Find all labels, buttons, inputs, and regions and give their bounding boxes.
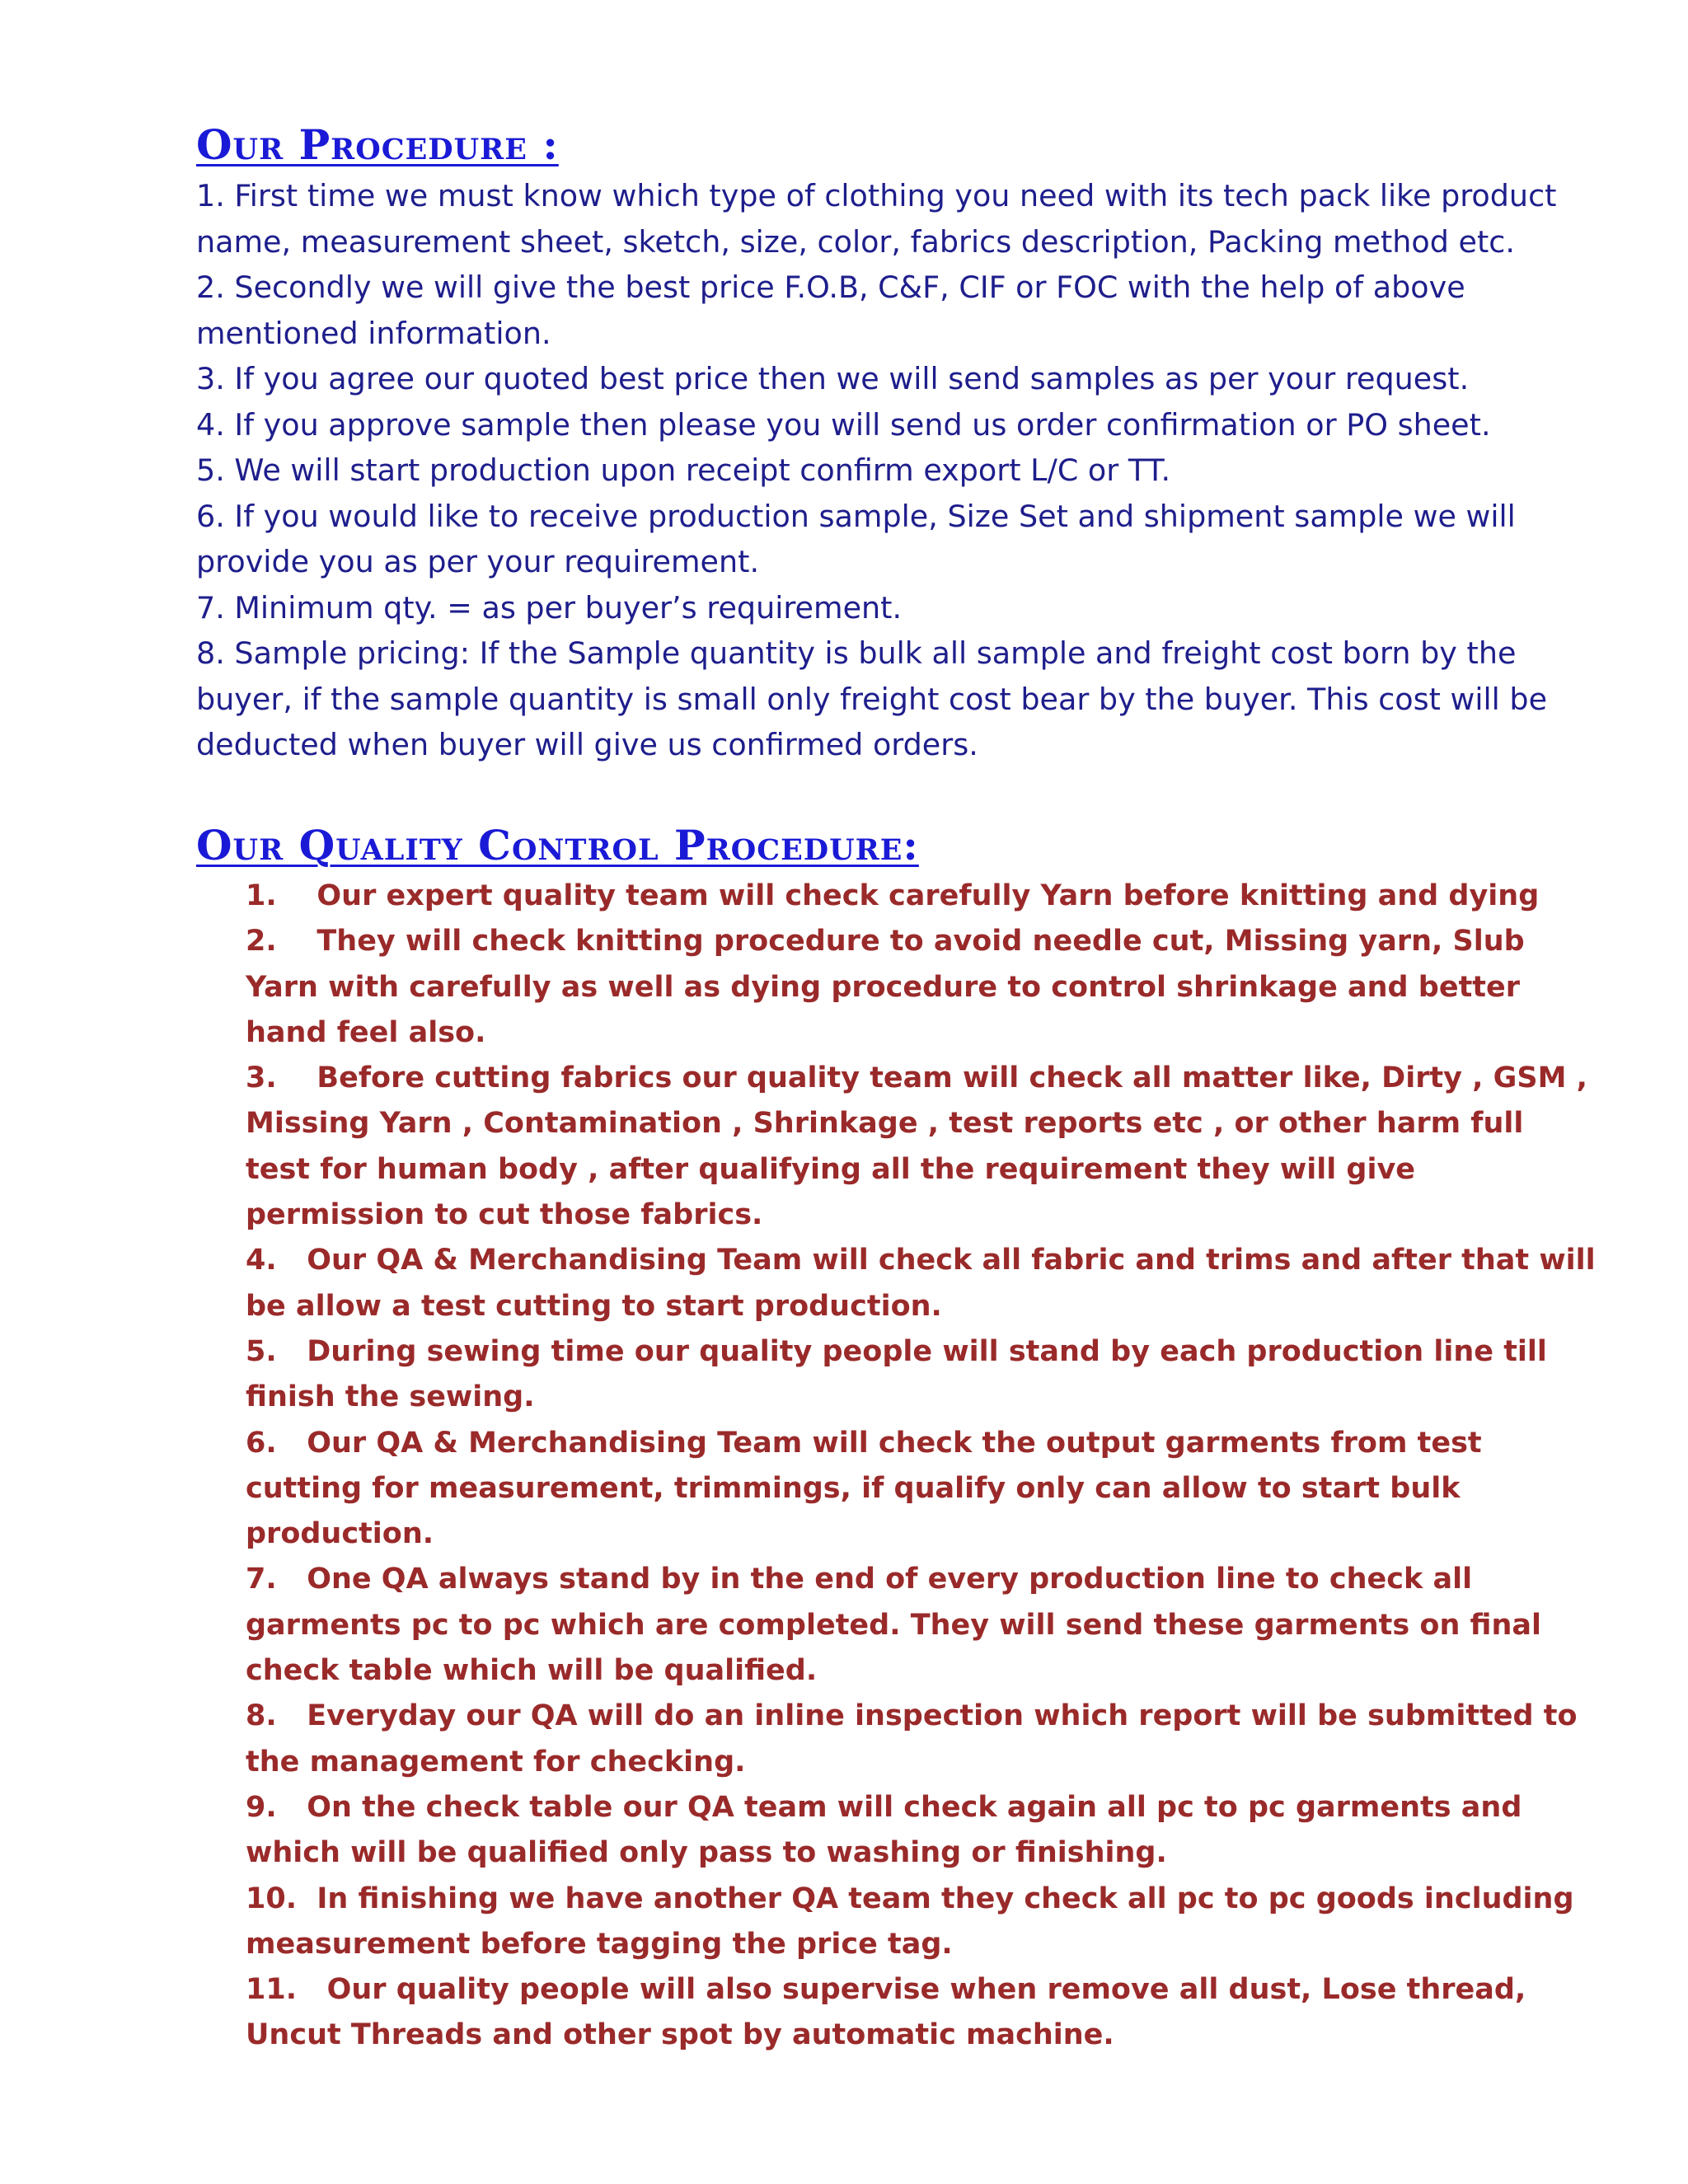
qc-item-text: Our expert quality team will check carefully Yarn before knitting and dying — [316, 879, 1540, 912]
qc-item-number: 1. — [246, 879, 277, 912]
qc-item-text: Our QA & Merchandising Team will check the output garments from test cutting for measurement, trimmings, if qualify only can allow to start bulk production. — [246, 1426, 1482, 1551]
procedure-item: 2. Secondly we will give the best price F.O.B, C&F, CIF or FOC with the help of above mentioned information. — [196, 269, 1465, 351]
procedure-item: 3. If you agree our quoted best price then we will send samples as per your request. — [196, 361, 1470, 396]
qc-item-number: 5. — [246, 1334, 277, 1368]
procedure-item: 1. First time we must know which type of clothing you need with its tech pack like product name, measurement sheet, sketch, size, color, fabrics description, Packing method etc. — [196, 178, 1557, 260]
qc-item — [246, 1421, 1597, 1558]
procedure-item: 6. If you would like to receive production sample, Size Set and shipment sample we will provide you as per your requirement. — [196, 498, 1516, 579]
qc-item — [246, 1056, 1597, 1238]
qc-item — [246, 1238, 1597, 1329]
qc-item — [246, 1557, 1597, 1694]
procedure-item: 5. We will start production upon receipt confirm export L/C or TT. — [196, 452, 1171, 488]
procedure-item: 7. Minimum qty. = as per buyer’s requirement. — [196, 589, 903, 626]
qc-item-number: 3. — [246, 1062, 277, 1095]
quality-control-heading: Our Quality Control Procedure: — [196, 821, 919, 869]
qc-item-text: Before cutting fabrics our quality team will check all matter like, Dirty , GSM , Missing Yarn , Contamination , Shrinkage , test reports etc , or other harm full test for human body , after qualifying all the requirement they will give permission to cut those fabrics. — [246, 1062, 1587, 1232]
procedure-heading: Our Procedure : — [196, 120, 559, 169]
qc-item — [246, 1877, 1597, 1968]
procedure-item: 4. If you approve sample then please you will send us order confirmation or PO sheet. — [196, 406, 1491, 443]
qc-item — [246, 919, 1597, 1056]
qc-item-text: They will check knitting procedure to avoid needle cut, Missing yarn, Slub Yarn with carefully as well as dying procedure to control shrinkage and better hand feel also. — [246, 925, 1525, 1049]
qc-item-text: In finishing we have another QA team they check all pc to pc goods including measurement before tagging the price tag. — [246, 1882, 1574, 1961]
qc-item — [246, 1967, 1597, 2059]
quality-control-list — [246, 874, 1597, 2059]
qc-item — [246, 1694, 1597, 1785]
qc-item-text: One QA always stand by in the end of every production line to check all garments pc to pc which are completed. They will send these garments on final check table which will be qualified. — [246, 1563, 1542, 1688]
qc-item-number: 11. — [246, 1973, 298, 2007]
qc-item-number: 4. — [246, 1244, 277, 1277]
procedure-list — [196, 173, 1581, 768]
qc-item — [246, 874, 1597, 919]
qc-item-text: During sewing time our quality people will stand by each production line till finish the sewing. — [246, 1334, 1547, 1414]
qc-item-number: 2. — [246, 925, 277, 958]
qc-item-text: On the check table our QA team will check again all pc to pc garments and which will be qualified only pass to washing or finishing. — [246, 1790, 1522, 1870]
qc-item-number: 6. — [246, 1426, 277, 1460]
qc-item — [246, 1785, 1597, 1877]
qc-item-number: 8. — [246, 1699, 277, 1733]
procedure-item: 8. Sample pricing: If the Sample quantity is bulk all sample and freight cost born by the buyer, if the sample quantity is small only freight cost bear by the buyer. This cost will be deducted when buyer will give us confirmed orders. — [196, 635, 1548, 762]
qc-item-text: Everyday our QA will do an inline inspection which report will be submitted to the management for checking. — [246, 1699, 1578, 1779]
qc-item-text: Our quality people will also supervise when remove all dust, Lose thread, Uncut Threads and other spot by automatic machine. — [246, 1973, 1526, 2052]
qc-item — [246, 1329, 1597, 1421]
qc-item-text: Our QA & Merchandising Team will check all fabric and trims and after that will be allow a test cutting to start production. — [246, 1244, 1596, 1323]
qc-item-number: 10. — [246, 1882, 298, 1915]
qc-item-number: 7. — [246, 1563, 277, 1596]
qc-item-number: 9. — [246, 1790, 277, 1824]
